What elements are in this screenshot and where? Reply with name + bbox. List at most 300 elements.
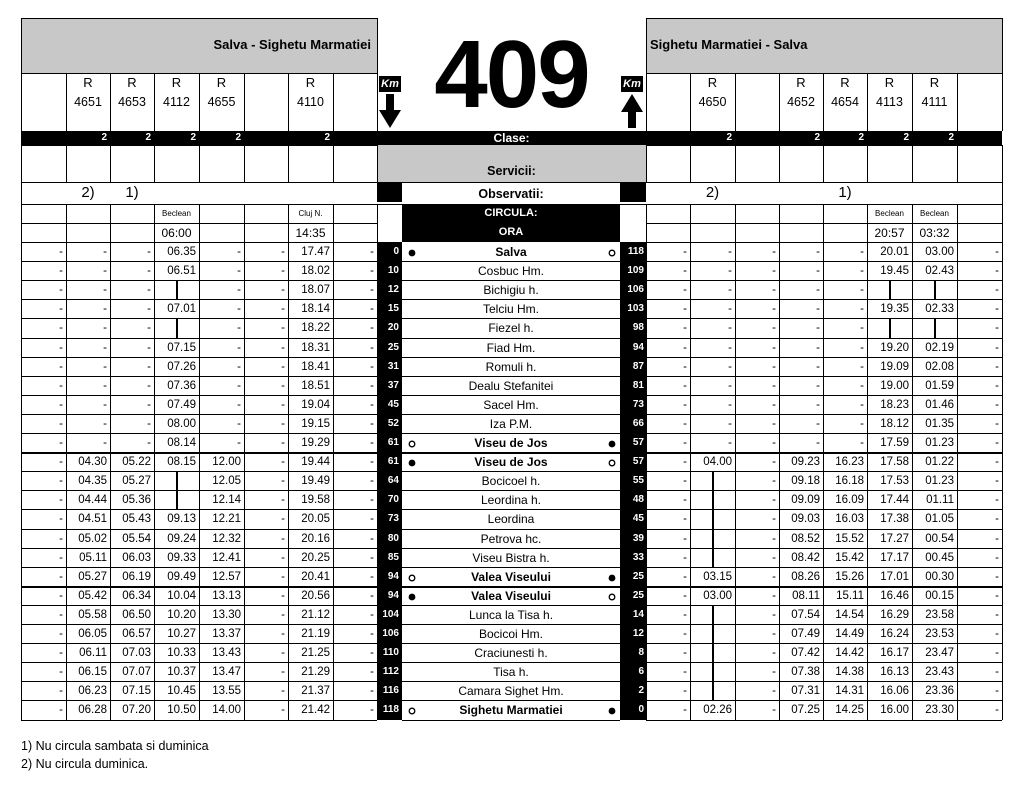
departure-time: 17.01 <box>880 571 909 583</box>
km-right: 106 <box>627 284 644 295</box>
train-number: 4650 <box>698 95 727 109</box>
no-stop-dash: - <box>370 303 374 315</box>
km-right: 12 <box>632 628 644 639</box>
grid-line <box>646 18 647 73</box>
departure-time: 06.15 <box>78 666 107 678</box>
train-type: R <box>707 75 718 90</box>
no-stop-dash: - <box>237 380 241 392</box>
grid-line <box>690 145 691 182</box>
departure-time: 02.19 <box>925 342 954 354</box>
no-stop-dash: - <box>370 571 374 583</box>
km-column-left <box>377 182 402 202</box>
grid-line <box>957 73 958 131</box>
departure-time: 17.17 <box>880 552 909 564</box>
continuation-bar <box>712 625 714 644</box>
no-stop-dash: - <box>281 456 285 468</box>
right-title: Sighetu Marmatiei - Salva <box>650 37 808 52</box>
no-stop-dash: - <box>370 685 374 697</box>
no-stop-dash: - <box>772 456 776 468</box>
no-stop-dash: - <box>683 475 687 487</box>
grid-line <box>377 204 646 205</box>
departure-time: 05.02 <box>78 533 107 545</box>
no-stop-dash: - <box>995 666 999 678</box>
departure-time: 10.04 <box>167 590 196 602</box>
no-stop-dash: - <box>995 552 999 564</box>
departure-time: 03.15 <box>703 571 732 583</box>
departure-time: 09.03 <box>791 513 820 525</box>
station-bullet-open-icon <box>408 707 416 715</box>
ora-label: ORA <box>402 223 620 242</box>
departure-time: 19.49 <box>301 475 330 487</box>
station-name: Sighetu Marmatiei <box>459 703 563 717</box>
no-stop-dash: - <box>147 437 151 449</box>
departure-time: 04.44 <box>78 494 107 506</box>
departure-time: 14.54 <box>835 609 864 621</box>
grid-line <box>646 720 1002 721</box>
no-stop-dash: - <box>860 303 864 315</box>
km-right: 57 <box>632 456 644 467</box>
no-stop-dash: - <box>281 513 285 525</box>
departure-time: 07.49 <box>791 628 820 640</box>
no-stop-dash: - <box>59 609 63 621</box>
no-stop-dash: - <box>860 437 864 449</box>
no-stop-dash: - <box>370 246 374 258</box>
km-right: 14 <box>632 609 644 620</box>
km-right: 118 <box>627 246 644 257</box>
no-stop-dash: - <box>59 284 63 296</box>
departure-time: 17.27 <box>880 533 909 545</box>
no-stop-dash: - <box>683 704 687 716</box>
departure-time: 17.59 <box>880 437 909 449</box>
grid-line <box>154 145 155 182</box>
no-stop-dash: - <box>103 322 107 334</box>
no-stop-dash: - <box>772 590 776 602</box>
km-label-right: Km <box>621 76 643 92</box>
no-stop-dash: - <box>59 399 63 411</box>
departure-time: 14.25 <box>835 704 864 716</box>
train-observation: 2) <box>705 184 720 201</box>
departure-time: 19.15 <box>301 418 330 430</box>
train-class: 2 <box>948 132 954 143</box>
km-right: 25 <box>632 590 644 601</box>
no-stop-dash: - <box>683 494 687 506</box>
no-stop-dash: - <box>281 552 285 564</box>
no-stop-dash: - <box>860 342 864 354</box>
train-origin: Beclean <box>920 209 949 218</box>
departure-time: 23.47 <box>925 647 954 659</box>
no-stop-dash: - <box>281 380 285 392</box>
departure-time: 21.42 <box>301 704 330 716</box>
departure-time: 05.54 <box>122 533 151 545</box>
departure-time: 06.03 <box>122 552 151 564</box>
no-stop-dash: - <box>995 647 999 659</box>
departure-time: 02.26 <box>703 704 732 716</box>
grid-line <box>288 145 289 182</box>
departure-time: 21.25 <box>301 647 330 659</box>
no-stop-dash: - <box>237 342 241 354</box>
train-observation: 1) <box>838 184 852 201</box>
no-stop-dash: - <box>995 571 999 583</box>
no-stop-dash: - <box>772 342 776 354</box>
train-origin-time: 14:35 <box>295 226 326 240</box>
departure-time: 17.58 <box>880 456 909 468</box>
no-stop-dash: - <box>683 533 687 545</box>
no-stop-dash: - <box>281 590 285 602</box>
no-stop-dash: - <box>995 590 999 602</box>
no-stop-dash: - <box>103 437 107 449</box>
no-stop-dash: - <box>728 361 732 373</box>
no-stop-dash: - <box>281 303 285 315</box>
no-stop-dash: - <box>147 246 151 258</box>
no-stop-dash: - <box>995 513 999 525</box>
departure-time: 14.49 <box>835 628 864 640</box>
no-stop-dash: - <box>370 666 374 678</box>
train-number: 4110 <box>297 95 324 109</box>
no-stop-dash: - <box>370 513 374 525</box>
departure-time: 20.01 <box>880 246 909 258</box>
no-stop-dash: - <box>683 303 687 315</box>
departure-time: 07.49 <box>167 399 196 411</box>
departure-time: 01.22 <box>925 456 954 468</box>
no-stop-dash: - <box>728 322 732 334</box>
no-stop-dash: - <box>683 571 687 583</box>
departure-time: 14.42 <box>835 647 864 659</box>
km-left: 112 <box>382 666 399 677</box>
train-type: R <box>127 75 137 90</box>
no-stop-dash: - <box>147 265 151 277</box>
no-stop-dash: - <box>683 609 687 621</box>
departure-time: 12.32 <box>212 533 241 545</box>
departure-time: 13.43 <box>212 647 241 659</box>
departure-time: 18.02 <box>301 265 330 277</box>
no-stop-dash: - <box>59 342 63 354</box>
no-stop-dash: - <box>860 361 864 373</box>
departure-time: 03.00 <box>925 246 954 258</box>
station-bullet-filled-icon <box>608 440 616 448</box>
departure-time: 00.54 <box>925 533 954 545</box>
train-type: R <box>216 75 227 90</box>
km-right: 45 <box>632 513 644 524</box>
station-bullet-filled-icon <box>408 249 416 257</box>
no-stop-dash: - <box>816 246 820 258</box>
no-stop-dash: - <box>816 437 820 449</box>
station-name: Leordina <box>487 512 535 526</box>
no-stop-dash: - <box>860 418 864 430</box>
no-stop-dash: - <box>995 704 999 716</box>
departure-time: 05.11 <box>79 552 107 564</box>
station-name: Telciu Hm. <box>482 302 539 316</box>
train-type: R <box>171 75 182 90</box>
departure-time: 06.28 <box>78 704 107 716</box>
train-number: 4111 <box>921 95 948 109</box>
no-stop-dash: - <box>683 265 687 277</box>
continuation-bar <box>712 682 714 701</box>
no-stop-dash: - <box>281 322 285 334</box>
no-stop-dash: - <box>728 246 732 258</box>
no-stop-dash: - <box>728 342 732 354</box>
departure-time: 19.04 <box>301 399 330 411</box>
clase-label: Clase: <box>493 131 530 145</box>
no-stop-dash: - <box>147 284 151 296</box>
no-stop-dash: - <box>370 609 374 621</box>
no-stop-dash: - <box>860 246 864 258</box>
no-stop-dash: - <box>59 552 63 564</box>
no-stop-dash: - <box>995 628 999 640</box>
station-bullet-open-icon <box>608 459 616 467</box>
arrow-down-icon <box>379 94 401 128</box>
no-stop-dash: - <box>281 475 285 487</box>
no-stop-dash: - <box>59 647 63 659</box>
no-stop-dash: - <box>370 628 374 640</box>
km-left: 20 <box>387 322 399 333</box>
no-stop-dash: - <box>816 399 820 411</box>
departure-time: 08.42 <box>791 552 820 564</box>
no-stop-dash: - <box>59 628 63 640</box>
grid-line <box>377 182 646 183</box>
no-stop-dash: - <box>147 380 151 392</box>
departure-time: 09.18 <box>791 475 820 487</box>
continuation-bar <box>712 491 714 510</box>
no-stop-dash: - <box>237 418 241 430</box>
no-stop-dash: - <box>995 685 999 697</box>
no-stop-dash: - <box>772 513 776 525</box>
station-bullet-filled-icon <box>608 707 616 715</box>
no-stop-dash: - <box>683 399 687 411</box>
departure-time: 00.15 <box>925 590 954 602</box>
no-stop-dash: - <box>370 361 374 373</box>
km-left: 25 <box>387 342 399 353</box>
departure-time: 06.57 <box>122 628 151 640</box>
no-stop-dash: - <box>995 609 999 621</box>
grid-line <box>1002 73 1003 131</box>
departure-time: 18.23 <box>880 399 909 411</box>
no-stop-dash: - <box>772 284 776 296</box>
departure-time: 07.26 <box>167 361 196 373</box>
no-stop-dash: - <box>59 494 63 506</box>
departure-time: 10.45 <box>167 685 196 697</box>
no-stop-dash: - <box>103 342 107 354</box>
no-stop-dash: - <box>728 265 732 277</box>
no-stop-dash: - <box>772 647 776 659</box>
no-stop-dash: - <box>370 704 374 716</box>
grid-line <box>333 73 334 131</box>
no-stop-dash: - <box>816 361 820 373</box>
no-stop-dash: - <box>370 494 374 506</box>
continuation-bar <box>176 281 178 300</box>
no-stop-dash: - <box>103 380 107 392</box>
departure-time: 06.11 <box>79 647 107 659</box>
no-stop-dash: - <box>281 265 285 277</box>
km-right: 48 <box>632 494 644 505</box>
km-right: 8 <box>638 647 644 658</box>
departure-time: 16.13 <box>880 666 909 678</box>
departure-time: 18.14 <box>301 303 330 315</box>
km-left: 15 <box>387 303 399 314</box>
no-stop-dash: - <box>370 322 374 334</box>
no-stop-dash: - <box>995 533 999 545</box>
no-stop-dash: - <box>281 418 285 430</box>
no-stop-dash: - <box>370 552 374 564</box>
departure-time: 07.20 <box>122 704 151 716</box>
departure-time: 07.42 <box>791 647 820 659</box>
no-stop-dash: - <box>59 590 63 602</box>
no-stop-dash: - <box>237 284 241 296</box>
no-stop-dash: - <box>147 361 151 373</box>
no-stop-dash: - <box>772 437 776 449</box>
train-number: 4653 <box>118 95 146 109</box>
departure-time: 09.09 <box>791 494 820 506</box>
no-stop-dash: - <box>683 361 687 373</box>
km-left: 45 <box>387 399 399 410</box>
departure-time: 18.41 <box>301 361 330 373</box>
km-left: 12 <box>387 284 399 295</box>
no-stop-dash: - <box>995 456 999 468</box>
no-stop-dash: - <box>370 380 374 392</box>
no-stop-dash: - <box>683 628 687 640</box>
departure-time: 12.14 <box>212 494 241 506</box>
km-left: 106 <box>382 628 399 639</box>
station-bullet-open-icon <box>608 593 616 601</box>
station-name: Viseu Bistra h. <box>472 551 550 565</box>
departure-time: 07.36 <box>167 380 196 392</box>
departure-time: 21.19 <box>301 628 330 640</box>
train-number: 4113 <box>876 95 903 109</box>
no-stop-dash: - <box>147 322 151 334</box>
departure-time: 06.35 <box>167 246 196 258</box>
train-class: 2 <box>101 132 107 143</box>
no-stop-dash: - <box>370 456 374 468</box>
no-stop-dash: - <box>59 418 63 430</box>
no-stop-dash: - <box>683 647 687 659</box>
continuation-bar <box>712 530 714 549</box>
departure-time: 06.50 <box>122 609 151 621</box>
grid-line <box>21 182 22 204</box>
departure-time: 08.00 <box>167 418 196 430</box>
no-stop-dash: - <box>237 361 241 373</box>
departure-time: 07.15 <box>122 685 151 697</box>
station-bullet-open-icon <box>608 249 616 257</box>
no-stop-dash: - <box>860 399 864 411</box>
no-stop-dash: - <box>816 418 820 430</box>
no-stop-dash: - <box>103 361 107 373</box>
grid-line <box>21 145 22 182</box>
no-stop-dash: - <box>772 666 776 678</box>
no-stop-dash: - <box>281 571 285 583</box>
departure-time: 06.34 <box>122 590 151 602</box>
no-stop-dash: - <box>59 666 63 678</box>
no-stop-dash: - <box>370 418 374 430</box>
departure-time: 06.19 <box>122 571 151 583</box>
station-name: Salva <box>495 245 527 259</box>
station-name: Cosbuc Hm. <box>477 264 545 278</box>
no-stop-dash: - <box>683 456 687 468</box>
grid-line <box>377 18 378 73</box>
station-bullet-filled-icon <box>608 574 616 582</box>
departure-time: 18.51 <box>301 380 330 392</box>
grid-line <box>1002 204 1003 720</box>
km-left: 61 <box>387 437 399 448</box>
departure-time: 23.30 <box>925 704 954 716</box>
grid-line <box>377 73 378 131</box>
grid-line <box>779 145 780 182</box>
departure-time: 09.13 <box>167 513 196 525</box>
departure-time: 08.11 <box>792 590 820 602</box>
train-class: 2 <box>235 132 241 143</box>
station-name: Sacel Hm. <box>483 398 539 412</box>
no-stop-dash: - <box>816 303 820 315</box>
servicii-label: Servicii: <box>487 164 536 178</box>
grid-line <box>1002 145 1003 182</box>
km-left: 52 <box>387 418 399 429</box>
grid-line <box>867 145 868 182</box>
no-stop-dash: - <box>103 418 107 430</box>
km-right: 98 <box>632 322 644 333</box>
no-stop-dash: - <box>281 647 285 659</box>
continuation-bar <box>889 281 891 300</box>
station-name: Leordina h. <box>480 493 542 507</box>
station-bullet-filled-icon <box>408 459 416 467</box>
train-number: 4654 <box>831 95 859 109</box>
departure-time: 10.50 <box>167 704 196 716</box>
grid-line <box>646 73 647 131</box>
km-right: 6 <box>638 666 644 677</box>
km-left: 94 <box>387 571 399 582</box>
train-type: R <box>83 75 93 90</box>
train-number: 4651 <box>74 95 102 109</box>
no-stop-dash: - <box>772 704 776 716</box>
km-left: 0 <box>393 246 399 257</box>
no-stop-dash: - <box>281 246 285 258</box>
departure-time: 16.09 <box>835 494 864 506</box>
departure-time: 10.33 <box>167 647 196 659</box>
km-left: 118 <box>382 704 399 715</box>
no-stop-dash: - <box>772 303 776 315</box>
grid-line <box>646 73 1002 74</box>
grid-line <box>646 145 647 182</box>
no-stop-dash: - <box>281 284 285 296</box>
left-title: Salva - Sighetu Marmatiei <box>213 37 371 52</box>
departure-time: 13.55 <box>212 685 241 697</box>
no-stop-dash: - <box>683 552 687 564</box>
km-left: 73 <box>387 513 399 524</box>
departure-time: 20.25 <box>301 552 330 564</box>
departure-time: 17.53 <box>880 475 909 487</box>
departure-time: 09.23 <box>791 456 820 468</box>
no-stop-dash: - <box>772 322 776 334</box>
station-name: Valea Viseului <box>471 570 551 584</box>
train-class: 2 <box>190 132 196 143</box>
no-stop-dash: - <box>59 685 63 697</box>
station-name: Tisa h. <box>493 665 529 679</box>
train-class: 2 <box>903 132 909 143</box>
no-stop-dash: - <box>728 303 732 315</box>
km-left: 94 <box>387 590 399 601</box>
departure-time: 04.00 <box>703 456 732 468</box>
no-stop-dash: - <box>59 361 63 373</box>
departure-time: 23.43 <box>925 666 954 678</box>
grid-line <box>110 145 111 182</box>
departure-time: 04.35 <box>78 475 107 487</box>
no-stop-dash: - <box>683 418 687 430</box>
left-title-bar <box>21 18 377 73</box>
departure-time: 07.38 <box>791 666 820 678</box>
departure-time: 16.24 <box>880 628 909 640</box>
departure-time: 12.00 <box>212 456 241 468</box>
no-stop-dash: - <box>860 284 864 296</box>
departure-time: 09.49 <box>167 571 196 583</box>
departure-time: 07.15 <box>167 342 196 354</box>
no-stop-dash: - <box>281 628 285 640</box>
